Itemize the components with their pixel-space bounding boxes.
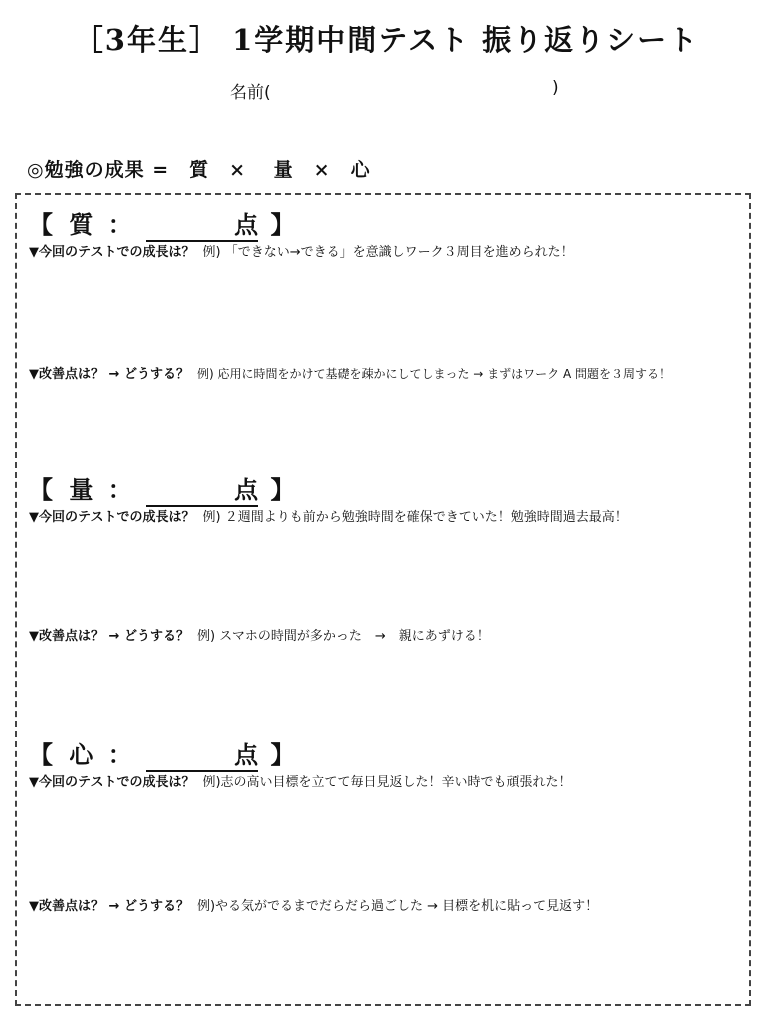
score-unit: 点 [234, 740, 259, 769]
section-heading [29, 205, 294, 242]
improve-prompt [29, 625, 490, 644]
open-bracket: 【 [29, 210, 53, 239]
name-close-paren: ) [552, 78, 559, 98]
improve-prompt [29, 895, 598, 914]
growth-example: 例) ２週間よりも前から勉強時間を確保できていた！勉強時間過去最高！ [202, 510, 628, 525]
improve-question: ▼改善点は？ → どうする？ [29, 367, 189, 382]
section-label: 量 [69, 475, 94, 504]
improve-example: 例) スマホの時間が多かった → 親にあずける！ [196, 629, 490, 644]
growth-example: 例)志の高い目標を立てて毎日見返した！辛い時でも頑張れた！ [202, 775, 572, 790]
open-bracket: 【 [29, 740, 53, 769]
improve-question: ▼改善点は？ → どうする？ [29, 629, 189, 644]
score-blank[interactable] [146, 205, 258, 242]
improve-example: 例) 応用に時間をかけて基礎を疎かにしてしまった → まずはワーク A 問題を３周する！ [196, 367, 671, 381]
section-colon: ： [107, 740, 132, 769]
growth-prompt [29, 506, 628, 525]
page-title: ［3年生］ 1学期中間テスト 振り返りシート [73, 23, 700, 57]
open-bracket: 【 [29, 475, 53, 504]
score-blank[interactable] [146, 735, 258, 772]
improve-question: ▼改善点は？ → どうする？ [29, 899, 189, 914]
section-label: 心 [69, 740, 94, 769]
improve-example: 例)やる気がでるまでだらだら過ごした → 目標を机に貼って見返す！ [196, 899, 599, 914]
section-heading [29, 735, 294, 772]
score-unit: 点 [234, 475, 259, 504]
growth-prompt [29, 241, 574, 260]
growth-question: ▼今回のテストでの成長は？ [29, 775, 195, 790]
improve-prompt [29, 363, 671, 382]
name-label: 名前( [230, 83, 271, 103]
close-bracket: 】 [270, 740, 295, 769]
growth-example: 例) 「できない→できる」を意識しワーク３周目を進められた！ [202, 245, 574, 260]
close-bracket: 】 [270, 475, 295, 504]
reflection-frame [15, 193, 751, 1006]
formula-heading: ◎勉強の成果 = 質 × 量 × 心 [27, 159, 371, 181]
growth-prompt [29, 771, 572, 790]
section-label: 質 [69, 210, 94, 239]
section-colon: ： [107, 475, 132, 504]
growth-question: ▼今回のテストでの成長は？ [29, 245, 195, 260]
section-heading [29, 470, 294, 507]
section-colon: ： [107, 210, 132, 239]
score-unit: 点 [234, 210, 259, 239]
growth-question: ▼今回のテストでの成長は？ [29, 510, 195, 525]
score-blank[interactable] [146, 470, 258, 507]
close-bracket: 】 [270, 210, 295, 239]
name-field[interactable] [230, 78, 559, 103]
